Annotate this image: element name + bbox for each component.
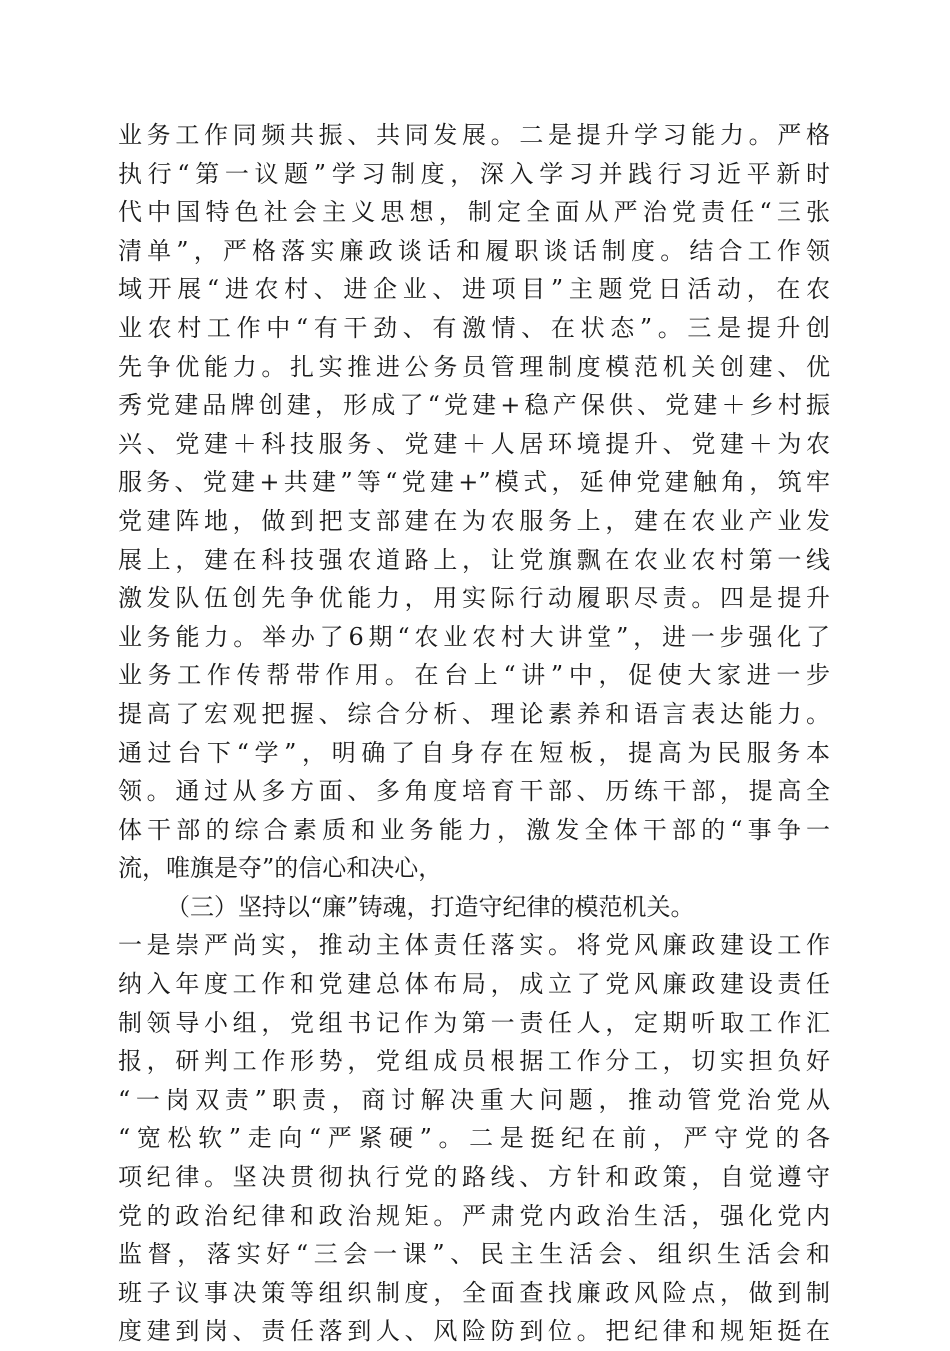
text-line: 展上，建在科技强农道路上，让党旗飘在农业农村第一线 [118,545,830,574]
text-line: 报，研判工作形势，党组成员根据工作分工，切实担负好 [118,1047,830,1076]
text-line: 班子议事决策等组织制度，全面查找廉政风险点，做到制 [118,1278,830,1307]
text-line: 业务工作同频共振、共同发展。二是提升学习能力。严格 [118,121,830,149]
text-line: 通过台下“学”，明确了自身存在短板，提高为民服务本 [118,738,830,767]
text-line: 兴、党建＋科技服务、党建＋人居环境提升、党建＋为农 [118,429,830,458]
text-line: 监督，落实好“三会一课”、民主生活会、组织生活会和 [118,1240,830,1269]
text-line: 党的政治纪律和政治规矩。严肃党内政治生活，强化党内 [118,1201,830,1230]
text-line: 提高了宏观把握、综合分析、理论素养和语言表达能力。 [118,699,830,728]
section-heading-line: （三）坚持以“廉”铸魂，打造守纪律的模范机关。 [166,892,695,921]
text-line: 体干部的综合素质和业务能力，激发全体干部的“事争一 [118,815,830,844]
text-line: 清单”，严格落实廉政谈话和履职谈话制度。结合工作领 [118,236,830,265]
text-line: 先争优能力。扎实推进公务员管理制度模范机关创建、优 [118,352,830,381]
text-line: 制领导小组，党组书记作为第一责任人，定期听取工作汇 [118,1008,830,1037]
text-line: 秀党建品牌创建，形成了“党建+稳产保供、党建＋乡村振 [118,391,830,420]
text-line: 域开展“进农村、进企业、进项目”主题党日活动，在农 [118,275,830,304]
text-line: 党建阵地，做到把支部建在为农服务上，建在农业产业发 [118,506,830,535]
text-line: 业农村工作中“有干劲、有激情、在状态”。三是提升创 [118,313,830,342]
paragraph-end-line: 流，唯旗是夺”的信心和决心， [118,854,443,883]
text-line: 激发队伍创先争优能力，用实际行动履职尽责。四是提升 [118,584,830,613]
text-line: 领。通过从多方面、多角度培育干部、历练干部，提高全 [118,777,830,806]
text-line: 一是崇严尚实，推动主体责任落实。将党风廉政建设工作 [118,931,830,960]
text-line: 执行“第一议题”学习制度，深入学习并践行习近平新时 [118,159,830,188]
text-line: 纳入年度工作和党建总体布局，成立了党风廉政建设责任 [118,970,830,999]
text-line: “一岗双责”职责，商讨解决重大问题，推动管党治党从 [118,1085,830,1114]
text-line: 项纪律。坚决贯彻执行党的路线、方针和政策，自觉遵守 [118,1163,830,1192]
text-line: 度建到岗、责任落到人、风险防到位。把纪律和规矩挺在 [118,1317,830,1346]
text-line: 服务、党建+共建”等“党建+”模式，延伸党建触角，筑牢 [118,468,830,497]
text-line: “宽松软”走向“严紧硬”。二是挺纪在前，严守党的各 [118,1124,830,1153]
text-line: 业务能力。举办了6期“农业农村大讲堂”，进一步强化了 [118,622,830,651]
text-line: 代中国特色社会主义思想，制定全面从严治党责任“三张 [118,198,830,227]
text-line: 业务工作传帮带作用。在台上“讲”中，促使大家进一步 [118,661,830,690]
body-text [118,116,830,1351]
